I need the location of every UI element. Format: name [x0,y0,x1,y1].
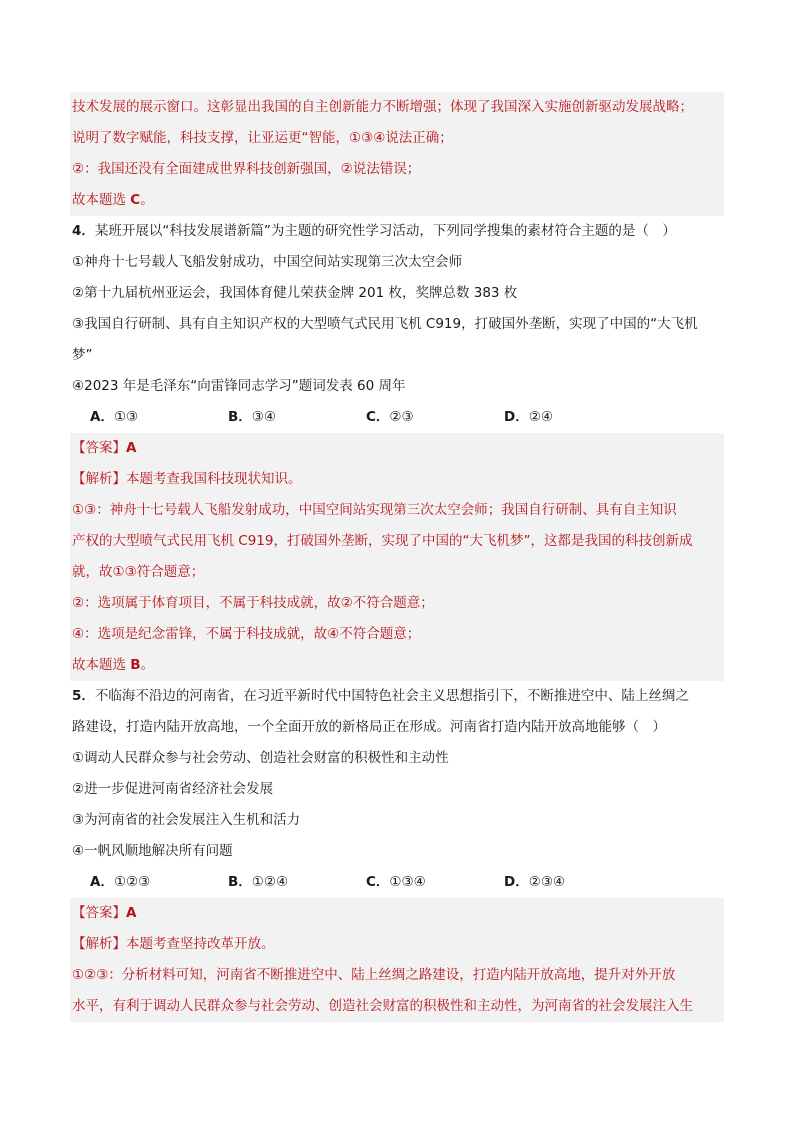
text: 不临海不沿边的河南省，在习近平新时代中国特色社会主义思想指引下，不断推进空中、陆上丝绸之 [94,688,689,704]
text: ③④ [251,409,277,425]
option-c[interactable] [366,402,504,433]
question-stem [70,216,724,247]
text: C [130,192,141,208]
text: A． [90,874,114,890]
text: ①③ [72,502,97,518]
text: ②③ [389,409,414,425]
explanation-line: 水平，有利于调动人民群众参与社会劳动、创造社会财富的积极性和主动性，为河南省的社会发展注入生 [72,998,693,1014]
option-a[interactable] [90,867,228,898]
option-a[interactable] [90,402,228,433]
text: C． [366,409,390,425]
text: A [126,905,137,921]
statement-item: 梦” [72,347,93,363]
text: C． [366,874,390,890]
prev-final-answer [70,185,724,216]
text: 【答案】 [72,905,126,921]
statement-item: ①神舟十七号载人飞船发射成功，中国空间站实现第三次太空会师 [72,254,463,270]
answer-block [70,433,724,681]
text: 某班开展以“科技发展谱新篇”为主题的研究性学习活动，下列同学搜集的素材符合主题的是（ ） [94,223,676,239]
question-4 [70,216,724,681]
explanation-line [70,619,724,650]
text: 就，故 [72,564,113,580]
statement-item: ③为河南省的社会发展注入生机和活力 [72,812,301,828]
question-number: 4． [72,223,95,239]
text: 故本题选 [72,192,131,208]
text: 不符合题意； [339,626,421,642]
text: ② [72,595,85,611]
explanation-line [70,495,724,526]
prev-explanation-line: 技术发展的展示窗口。这彰显出我国的自主创新能力不断增强；体现了我国深入实施创新驱动发展战略； [72,99,693,115]
answer-block [70,898,724,1022]
final-answer [70,650,724,681]
text: 不符合题意； [352,595,434,611]
text: 本题考查我国科技现状知识。 [126,471,302,487]
prev-explanation-line [70,123,724,154]
text: ④ [327,626,340,642]
text: 。 [140,192,154,208]
prev-explanation [70,92,724,216]
option-b[interactable] [228,867,366,898]
text: ①③④ [389,874,426,890]
text: B． [228,409,252,425]
text: A． [90,409,114,425]
text: 符合题意； [136,564,205,580]
text: 说明了数字赋能，科技支撑，让亚运更“智能， [72,130,349,146]
text: ①②③ [72,967,109,983]
text: 说法错误； [352,161,421,177]
explanation-line [70,960,724,991]
explanation-line: 产权的大型喷气式民用飞机 C919，打破国外垄断，实现了中国的“大飞机梦”，这都是我国的科技创新成 [72,533,693,549]
text: 【答案】 [72,440,126,456]
prev-explanation-line [70,154,724,185]
statement-item: ③我国自行研制、具有自主知识产权的大型喷气式民用飞机 C919，打破国外垄断，实现了中国的“大飞机 [72,316,698,332]
question-stem [70,681,724,712]
options-row [70,402,724,433]
text: ①②③ [113,874,151,890]
text: ②③④ [528,874,566,890]
text: D． [504,409,529,425]
text: ④ [72,626,85,642]
text: B [130,657,141,673]
statement-item: ②进一步促进河南省经济社会发展 [72,781,274,797]
text: B． [228,874,252,890]
option-d[interactable] [504,867,642,898]
statement-item: ①调动人民群众参与社会劳动、创造社会财富的积极性和主动性 [72,750,449,766]
document-page [70,92,724,1022]
text: ：选项属于体育项目，不属于科技成就，故 [84,595,341,611]
question-stem: 路建设，打造内陆开放高地，一个全面开放的新格局正在形成。河南省打造内陆开放高地能够（ ） [72,719,666,735]
text: 【解析】 [72,471,126,487]
text: ②④ [528,409,553,425]
text: ：分析材料可知，河南省不断推进空中、陆上丝绸之路建设，打造内陆开放高地，提升对外开放 [108,967,676,983]
option-d[interactable] [504,402,642,433]
statement-item: ④2023 年是毛泽东“向雷锋同志学习”题词发表 60 周年 [72,378,406,394]
text: D． [504,874,529,890]
text: ①②④ [251,874,289,890]
option-c[interactable] [366,867,504,898]
text: ：神舟十七号载人飞船发射成功，中国空间站实现第三次太空会师；我国自行研制、具有自主知识 [96,502,677,518]
text: ：选项是纪念雷锋，不属于科技成就，故 [84,626,328,642]
text: 本题考查坚持改革开放。 [126,936,275,952]
explanation-line [70,588,724,619]
text: ② [340,161,353,177]
text: ② [72,161,85,177]
text: 【解析】 [72,936,126,952]
text: ①③④ [349,130,386,146]
text: 故本题选 [72,657,131,673]
statement-item: ④一帆风顺地解决所有问题 [72,843,233,859]
text: ：我国还没有全面建成世界科技创新强国， [84,161,341,177]
analysis-line [70,464,724,495]
explanation-line [70,557,724,588]
text: ①③ [112,564,137,580]
question-5 [70,681,724,1022]
statement-item: ②第十九届杭州亚运会，我国体育健儿荣获金牌 201 枚，奖牌总数 383 枚 [72,285,518,301]
analysis-line [70,929,724,960]
question-number: 5． [72,688,95,704]
text: 。 [140,657,155,673]
text: ①③ [113,409,139,425]
text: ② [340,595,353,611]
option-b[interactable] [228,402,366,433]
answer-line [70,433,724,464]
options-row [70,867,724,898]
answer-line [70,898,724,929]
text: A [126,440,137,456]
text: 说法正确； [385,130,453,146]
